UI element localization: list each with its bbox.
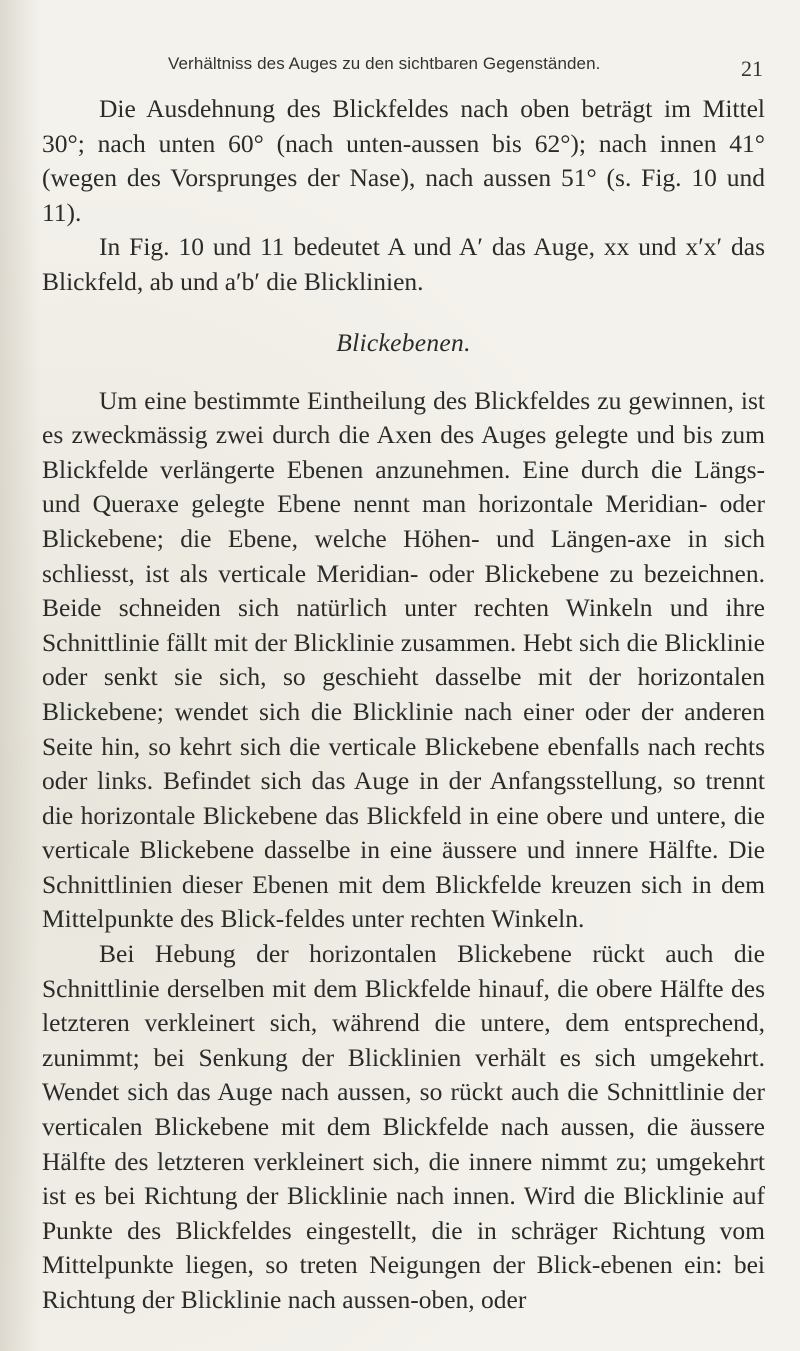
section-heading: Blickebenen. (336, 327, 471, 357)
running-title: Verhältniss des Auges zu den sichtbaren Gegenständen. (168, 54, 601, 73)
page-number: 21 (741, 56, 763, 81)
running-head (0, 54, 800, 86)
paragraph-planes-movement: Bei Hebung der horizontalen Blickebene rückt auch die Schnittlinie derselben mit dem Blickfelde hinauf, die obere Hälfte des letzteren verkleinert sich, während die untere, dem entsprechend, zunimmt; bei Senkung der Blicklinien verhält es sich umgekehrt. Wendet sich das Auge nach aussen, so rückt auch die Schnittlinie der verticalen Blickebene mit dem Blickfelde nach aussen, die äussere Hälfte des letzteren verkleinert sich, die innere nimmt zu; umgekehrt ist es bei Richtung der Blicklinie nach innen. Wird die Blicklinie auf Punkte des Blickfeldes eingestellt, die in schräger Richtung vom Mittelpunkte liegen, so treten Neigungen der Blick-ebenen ein: bei Richtung der Blicklinie nach aussen-oben, oder (42, 939, 765, 1314)
paragraph-figure-legend: In Fig. 10 und 11 bedeutet A und A′ das Auge, xx und x′x′ das Blickfeld, ab und a′b′ die Blicklinien. (42, 232, 765, 296)
paragraph-field-extent: Die Ausdehnung des Blickfeldes nach oben beträgt im Mittel 30°; nach unten 60° (nach unten-aussen bis 62°); nach innen 41° (wegen des Vorsprunges der Nase), nach aussen 51° (s. Fig. 10 und 11). (42, 94, 765, 227)
paragraph-planes-definition: Um eine bestimmte Eintheilung des Blickfeldes zu gewinnen, ist es zweckmässig zwei durch die Axen des Auges gelegte und bis zum Blickfelde verlängerte Ebenen anzunehmen. Eine durch die Längs- und Queraxe gelegte Ebene nennt man horizontale Meridian- oder Blickebene; die Ebene, welche Höhen- und Längen-axe in sich schliesst, ist als verticale Meridian- oder Blickebene zu bezeichnen. Beide schneiden sich natürlich unter rechten Winkeln und ihre Schnittlinie fällt mit der Blicklinie zusammen. Hebt sich die Blicklinie oder senkt sie sich, so geschieht dasselbe mit der horizontalen Blickebene; wendet sich die Blicklinie nach einer oder der anderen Seite hin, so kehrt sich die verticale Blickebene ebenfalls nach rechts oder links. Befindet sich das Auge in der Anfangsstellung, so trennt die horizontale Blickebene das Blickfeld in eine obere und untere, die verticale Blickebene dasselbe in eine äussere und innere Hälfte. Die Schnittlinien dieser Ebenen mit dem Blickfelde kreuzen sich in dem Mittelpunkte des Blick-feldes unter rechten Winkeln. (42, 385, 765, 934)
body-text (42, 92, 765, 1318)
